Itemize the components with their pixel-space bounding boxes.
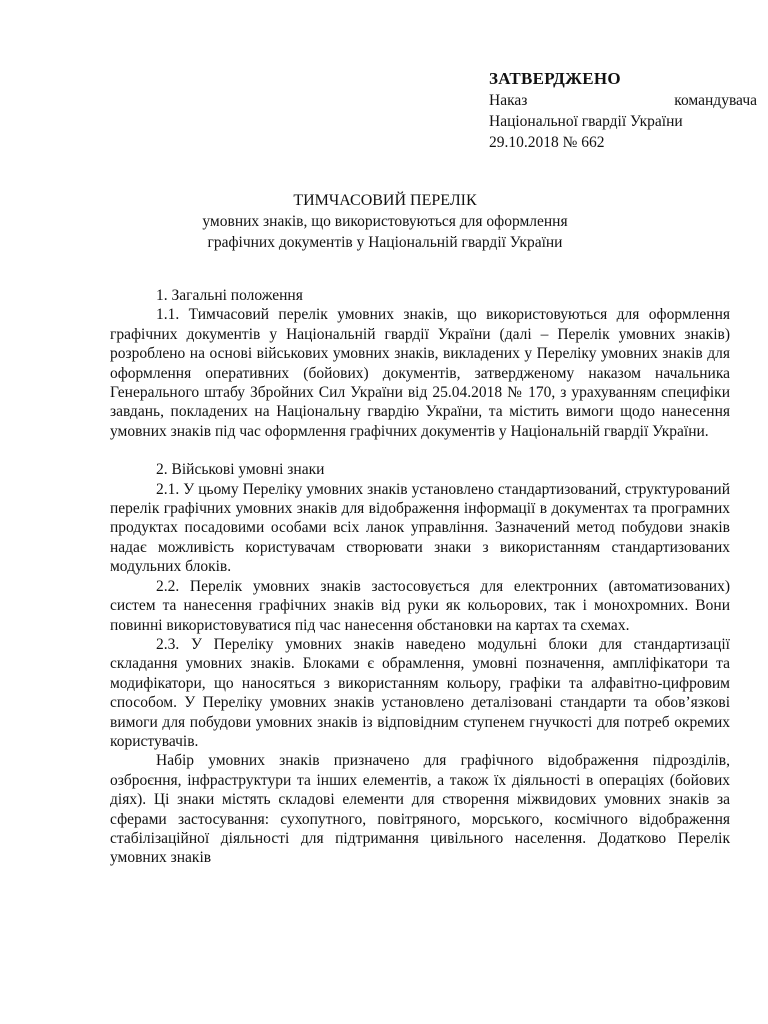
document-body (110, 286, 730, 868)
approval-block (489, 68, 757, 153)
approval-date-number: 29.10.2018 № 662 (489, 134, 605, 151)
title-subtitle-line-2: графічних документів у Національній гвардії України (207, 234, 563, 251)
title-main: ТИМЧАСОВИЙ ПЕРЕЛІК (293, 192, 477, 209)
approval-authority-line: Національної гвардії України (489, 113, 683, 130)
paragraph-2-2: 2.2. Перелік умовних знаків застосовується для електронних (автоматизованих) систем та нанесення графічних знаків від руки як кольорових, так і монохромних. Вони повинні використовуватися під час нанесення обстановки на картах та схемах. (110, 577, 730, 634)
approval-stamp: ЗАТВЕРДЖЕНО (489, 69, 621, 88)
paragraph-2-4: Набір умовних знаків призначено для графічного відображення підрозділів, озброєння, інфраструктури та інших елементів, а також їх діяльності в операціях (бойових діях). Ці знаки містять складові елементи для створення міжвидових умовних знаків за сферами застосування: сухопутного, повітряного, морського, космічного відображення стабілізаційної діяльності для підтримання цивільного населення. Додатково Перелік умовних знаків (110, 752, 730, 867)
paragraph-2-3: 2.3. У Переліку умовних знаків наведено модульні блоки для стандартизації складання умовних знаків. Блоками є обрамлення, умовні позначення, ампліфікатори та модифікатори, що наносяться з використанням кольору, графіки та алфавітно-цифровим способом. У Переліку умовних знаків установлено деталізовані стандарти та обов’язкові вимоги для побудови умовних знаків із відповідним ступенем гнучкості для потреб окремих користувачів. (110, 635, 730, 750)
paragraph-1-1: 1.1. Тимчасовий перелік умовних знаків, що використовуються для оформлення графічних документів у Національній гвардії України (далі – Перелік умовних знаків) розроблено на основі військових умовних знаків, викладених у Переліку умовних знаків для оформлення оперативних (бойових) документів, затвердженому наказом начальника Генерального штабу Збройних Сил України від 25.04.2018 № 170, з урахуванням специфіки завдань, покладених на Національну гвардію України, та містить вимоги щодо нанесення умовних знаків під час оформлення графічних документів у Національній гвардії України. (110, 306, 730, 440)
title-subtitle-line-1: умовних знаків, що використовуються для оформлення (202, 213, 568, 230)
approval-order-line: Наказ командувача (489, 92, 757, 109)
section-2-heading: 2. Військові умовні знаки (156, 461, 325, 479)
paragraph-2-1: 2.1. У цьому Переліку умовних знаків установлено стандартизований, структурований перелік графічних умовних знаків для відображення інформації в документах та програмних продуктах посадовими особами всіх ланок управління. Зазначений метод побудови знаків надає можливість користувачам створювати знаки з використанням стандартизованих модульних блоків. (110, 480, 730, 576)
section-1-heading: 1. Загальні положення (156, 287, 303, 304)
document-title (110, 190, 660, 253)
